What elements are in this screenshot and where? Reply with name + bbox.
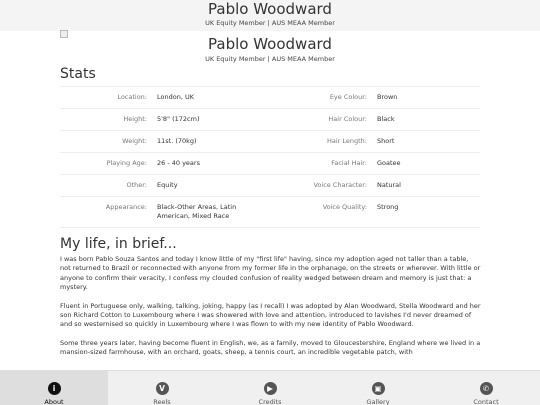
stats-row (60, 174, 480, 196)
bio-paragraph: I was born Pablo Souza Santos and today I know little of my "first life" having, since my adoption aged not taller than a table, not returned to Brazil or reconnected with anyone from my former life in the orphanage, on the streets or wherever. With little or anyone to confirm their veracity, I confess my clouded confusion of reality wedged between dream and memory is just that: a mystery. (60, 255, 481, 292)
bottom-nav (0, 370, 540, 405)
stat-label: Voice Quality: (322, 203, 367, 211)
profile-heading (0, 35, 540, 65)
profile-memberships: UK Equity Member | AUS MEAA Member (205, 55, 335, 63)
stat-label: Appearance: (105, 203, 147, 211)
stats-table (60, 86, 480, 228)
stats-row (60, 152, 480, 174)
stat-label: Facial Hair: (331, 159, 367, 167)
stats-row (60, 130, 480, 152)
bio-paragraph: Fluent in Portuguese only, walking, talking, joking, happy (as I recall) I was adopted by Alan Woodward, Stella Woodward and her son Richard Cotton to Luxembourg where I was showered with love and attention, introduced to lavishes I'd never dreamed of and so westernised so quickly in Luxembourg where I was flown to with my new identity of Pablo Woodward. (60, 301, 481, 329)
stat-label: Location: (117, 93, 147, 101)
stat-value: 11st. (70kg) (157, 137, 197, 145)
stat-label: Other: (126, 181, 147, 189)
nav-label: Gallery (366, 398, 390, 405)
stats-row (60, 196, 480, 228)
stat-value: Goatee (377, 159, 401, 167)
info-icon: i (48, 382, 61, 395)
profile-name: Pablo Woodward (208, 35, 332, 53)
gallery-icon: ▣ (372, 382, 385, 395)
nav-item-credits[interactable] (216, 371, 324, 405)
bio-title: My life, in brief... (60, 236, 177, 252)
nav-label: Credits (258, 398, 282, 405)
stats-row (60, 86, 480, 108)
phone-icon: ✆ (480, 382, 493, 395)
stat-value: Black (377, 115, 395, 123)
stat-value: 5'8" (172cm) (157, 115, 200, 123)
stat-label: Voice Character: (313, 181, 367, 189)
nav-item-gallery[interactable] (324, 371, 432, 405)
nav-item-reels[interactable] (108, 371, 216, 405)
stat-label: Hair Colour: (328, 115, 367, 123)
stats-title: Stats (60, 66, 96, 82)
stat-value: Short (377, 137, 395, 145)
nav-label: About (44, 398, 64, 405)
stat-label: Weight: (122, 137, 147, 145)
stat-label: Eye Colour: (329, 93, 367, 101)
stat-value: Equity (157, 181, 178, 189)
stat-value: London, UK (157, 93, 194, 101)
stat-value: 26 - 40 years (157, 159, 200, 167)
stat-label: Hair Length: (326, 137, 367, 145)
stat-label: Playing Age: (106, 159, 147, 167)
stat-value: Brown (377, 93, 398, 101)
nav-label: Contact (473, 398, 499, 405)
bio-text (60, 255, 481, 367)
stat-value: Natural (377, 181, 401, 189)
top-header (0, 0, 540, 31)
stat-value: Strong (377, 203, 399, 211)
nav-item-contact[interactable] (432, 371, 540, 405)
reels-icon: V (156, 382, 169, 395)
play-icon: ▶ (264, 382, 277, 395)
bio-paragraph: Some three years later, having become fluent in English, we, as a family, moved to Gloucestershire, England where we lived in a mansion-sized farmhouse, with an orchard, goats, sheep, a tennis court, an incredible vegetable patch, with (60, 338, 481, 357)
header-name: Pablo Woodward (208, 0, 332, 18)
header-memberships: UK Equity Member | AUS MEAA Member (205, 19, 335, 27)
nav-item-about[interactable] (0, 371, 108, 405)
stats-row (60, 108, 480, 130)
nav-label: Reels (153, 398, 171, 405)
stat-label: Height: (123, 115, 147, 123)
stat-value: Black-Other Areas, Latin American, Mixed Race (157, 203, 237, 220)
